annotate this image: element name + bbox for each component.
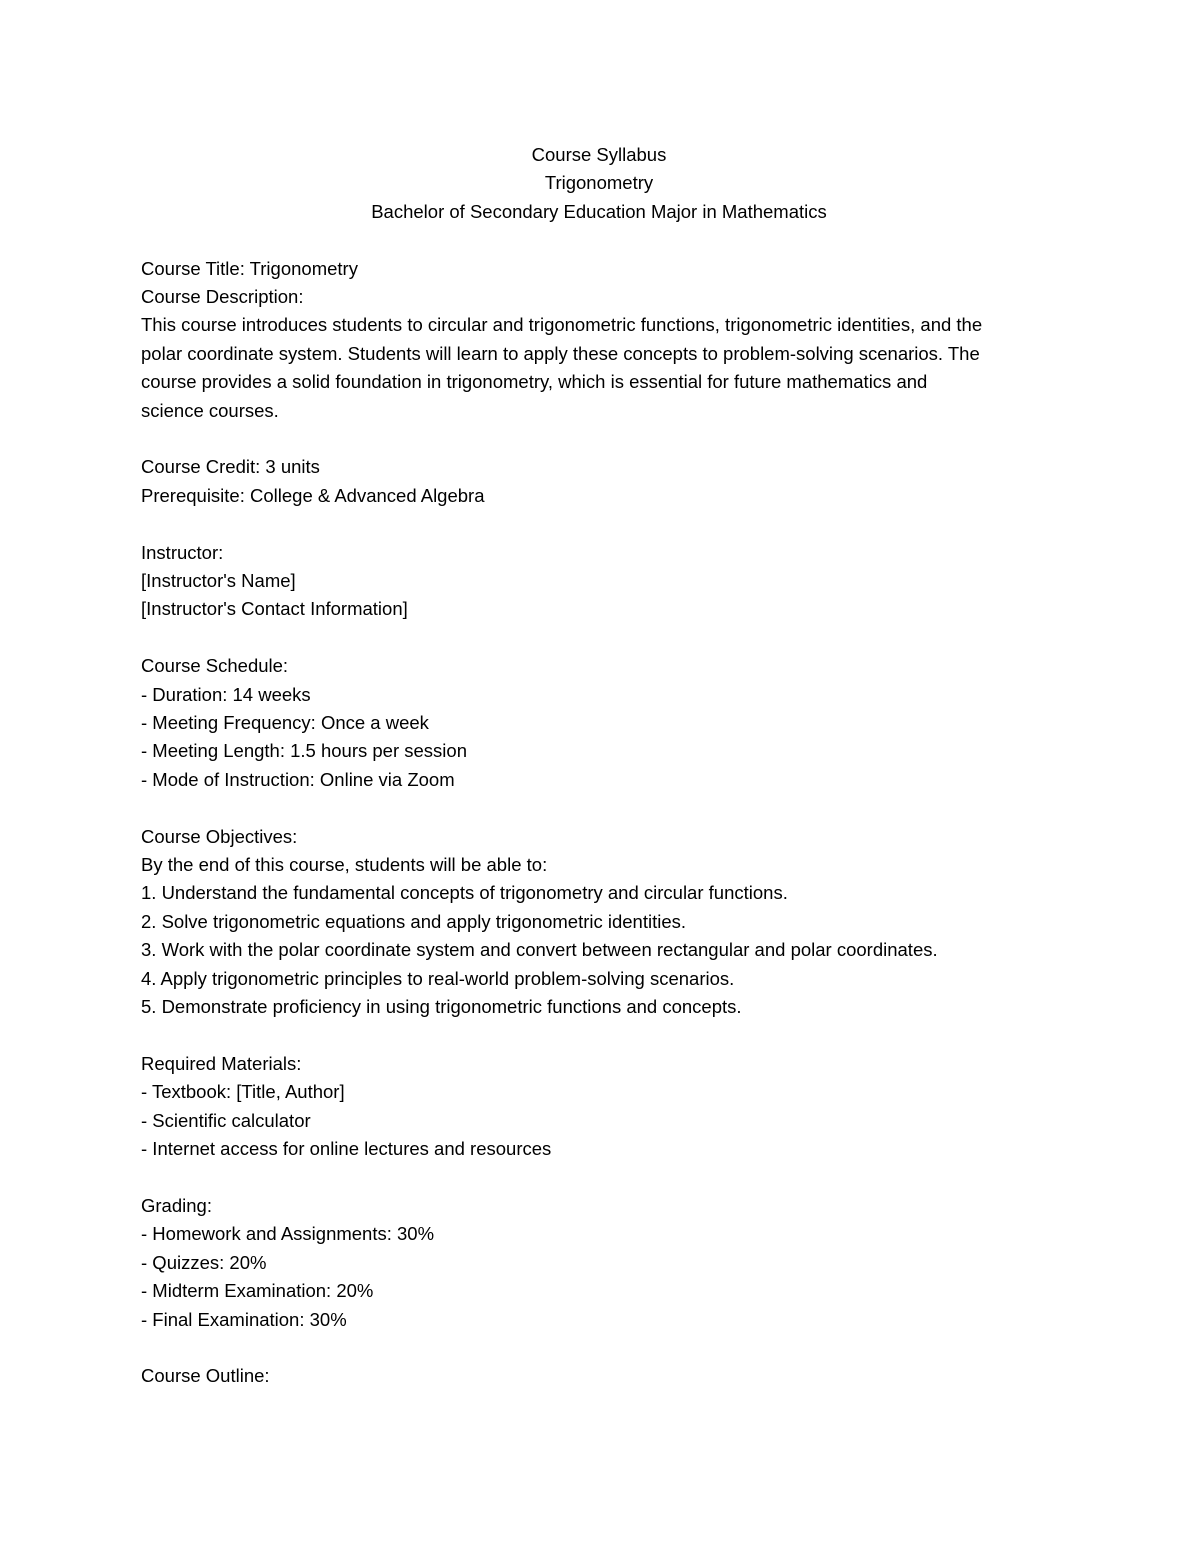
objectives-intro: By the end of this course, students will be able to: (141, 854, 548, 876)
spacer (141, 510, 1071, 538)
doc-type-heading: Course Syllabus (531, 144, 667, 165)
course-title: Course Title: Trigonometry (141, 257, 358, 279)
materials-heading: Required Materials: (141, 1052, 302, 1074)
objectives-heading: Course Objectives: (141, 825, 298, 847)
material-item: - Internet access for online lectures and resources (141, 1138, 552, 1160)
spacer (141, 1164, 1071, 1192)
grading-item: - Homework and Assignments: 30% (141, 1223, 435, 1245)
objective-item: 4. Apply trigonometric principles to real-world problem-solving scenarios. (141, 967, 735, 989)
objective-item: 1. Understand the fundamental concepts of trigonometry and circular functions. (141, 882, 788, 904)
document-body (141, 141, 1071, 1391)
schedule-item: - Mode of Instruction: Online via Zoom (141, 768, 455, 790)
spacer (141, 425, 1071, 453)
program-heading: Bachelor of Secondary Education Major in Mathematics (371, 200, 827, 222)
description-heading: Course Description: (141, 286, 304, 308)
instructor-name: [Instructor's Name] (141, 570, 296, 592)
schedule-item: - Meeting Length: 1.5 hours per session (141, 740, 467, 762)
description-line: polar coordinate system. Students will learn to apply these concepts to problem-solving scenarios. The (141, 342, 980, 364)
objective-item: 5. Demonstrate proficiency in using trigonometric functions and concepts. (141, 996, 742, 1018)
objective-item: 3. Work with the polar coordinate system and convert between rectangular and polar coordinates. (141, 939, 938, 961)
spacer (141, 226, 1071, 254)
spacer (141, 1334, 1071, 1362)
schedule-heading: Course Schedule: (141, 655, 289, 677)
grading-item: - Final Examination: 30% (141, 1308, 347, 1330)
prerequisite: Prerequisite: College & Advanced Algebra (141, 484, 485, 506)
grading-item: - Quizzes: 20% (141, 1251, 267, 1273)
description-line: science courses. (141, 399, 279, 421)
description-line: This course introduces students to circular and trigonometric functions, trigonometric identities, and the (141, 314, 983, 336)
schedule-item: - Duration: 14 weeks (141, 683, 311, 705)
spacer (141, 1022, 1071, 1050)
objective-item: 2. Solve trigonometric equations and apply trigonometric identities. (141, 910, 687, 932)
description-line: course provides a solid foundation in trigonometry, which is essential for future mathematics and (141, 371, 928, 393)
material-item: - Scientific calculator (141, 1109, 311, 1131)
grading-item: - Midterm Examination: 20% (141, 1280, 374, 1302)
schedule-item: - Meeting Frequency: Once a week (141, 712, 429, 734)
instructor-heading: Instructor: (141, 541, 224, 563)
instructor-contact: [Instructor's Contact Information] (141, 598, 408, 620)
subject-heading: Trigonometry (544, 172, 654, 194)
material-item: - Textbook: [Title, Author] (141, 1081, 345, 1103)
spacer (141, 794, 1071, 822)
course-credit: Course Credit: 3 units (141, 456, 320, 478)
spacer (141, 624, 1071, 652)
outline-heading: Course Outline: (141, 1365, 270, 1387)
grading-heading: Grading: (141, 1194, 212, 1216)
